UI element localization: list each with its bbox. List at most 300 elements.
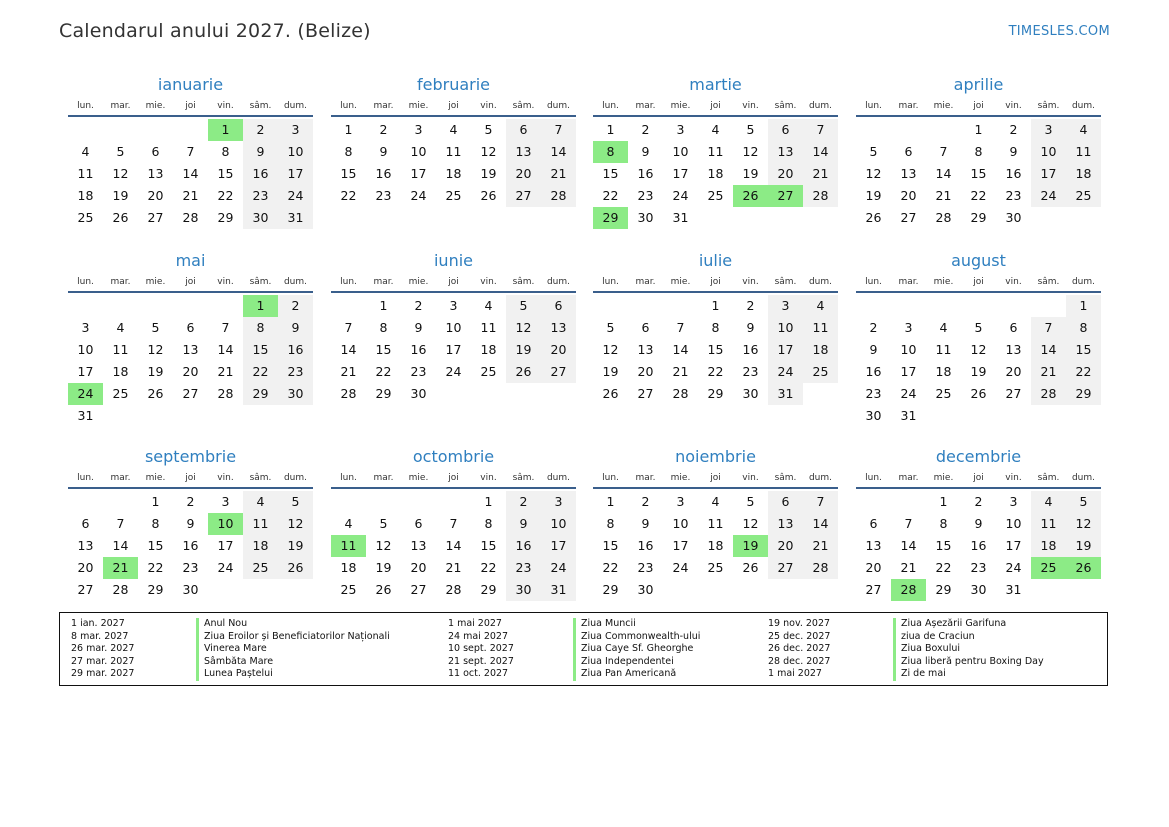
day-cell: 17 <box>445 342 462 357</box>
weekday-label: sâm. <box>512 101 535 111</box>
empty-cell <box>856 491 891 513</box>
day-cell: 13 <box>900 166 917 181</box>
day-cell: 20 <box>768 535 803 557</box>
day-cell: 17 <box>900 364 917 379</box>
day-cell: 6 <box>1009 320 1018 335</box>
weekday-label: sâm. <box>249 101 272 111</box>
holiday-date: 26 dec. 2027 <box>768 643 831 655</box>
day-cell: 15 <box>602 166 619 181</box>
holiday-day-cell: 10 <box>208 513 243 535</box>
holiday-day-cell: 11 <box>331 535 366 557</box>
day-cell: 7 <box>803 119 838 141</box>
holiday-name: Ziua Eroilor și Beneficiatorilor Naționali <box>196 631 390 644</box>
day-cell: 16 <box>637 538 654 553</box>
legend-row <box>448 643 700 656</box>
day-cell: 31 <box>278 207 313 229</box>
month-name: mai <box>175 251 206 270</box>
day-cell: 3 <box>1031 119 1066 141</box>
day-cell: 9 <box>869 342 878 357</box>
weekday-label: vin. <box>742 473 759 483</box>
day-cell: 29 <box>970 210 987 225</box>
weekday-header <box>68 471 313 489</box>
weekday-label: vin. <box>480 277 497 287</box>
day-cell: 8 <box>974 144 983 159</box>
legend-row <box>71 643 390 656</box>
day-cell: 17 <box>410 166 427 181</box>
day-cell: 14 <box>445 538 462 553</box>
day-cell: 3 <box>81 320 90 335</box>
day-cell: 21 <box>541 163 576 185</box>
day-cell: 1 <box>974 122 983 137</box>
day-cell: 31 <box>77 408 94 423</box>
weekday-label: sâm. <box>774 101 797 111</box>
day-cell: 18 <box>77 188 94 203</box>
empty-cell <box>173 295 208 317</box>
holiday-day-cell: 26 <box>733 185 768 207</box>
weekday-label: lun. <box>865 277 882 287</box>
day-cell: 9 <box>1009 144 1018 159</box>
legend-row <box>71 656 390 669</box>
day-cell: 20 <box>900 188 917 203</box>
weekday-label: dum. <box>546 473 571 483</box>
day-cell: 1 <box>484 494 493 509</box>
weekday-label: vin. <box>1005 473 1022 483</box>
day-cell: 22 <box>480 560 497 575</box>
empty-cell <box>926 295 961 317</box>
day-cell: 15 <box>707 342 724 357</box>
empty-cell <box>593 295 628 317</box>
day-cell: 12 <box>375 538 392 553</box>
weekday-label: joi <box>710 101 721 111</box>
month-name: februarie <box>416 75 491 94</box>
empty-cell <box>103 491 138 513</box>
day-cell: 14 <box>541 141 576 163</box>
weekday-label: lun. <box>865 101 882 111</box>
legend-row <box>71 631 390 644</box>
day-cell: 14 <box>803 141 838 163</box>
holiday-name: Lunea Paștelui <box>196 668 273 681</box>
day-cell: 6 <box>768 119 803 141</box>
holiday-date: 19 nov. 2027 <box>768 618 831 629</box>
day-cell: 6 <box>81 516 90 531</box>
legend-column <box>71 618 390 681</box>
legend-row <box>448 668 700 681</box>
day-cell: 16 <box>506 535 541 557</box>
day-cell: 12 <box>112 166 129 181</box>
day-cell: 4 <box>711 122 720 137</box>
weekday-label: dum. <box>283 473 308 483</box>
day-cell: 12 <box>278 513 313 535</box>
day-cell: 7 <box>344 320 353 335</box>
day-cell: 4 <box>449 122 458 137</box>
day-cell: 12 <box>1066 513 1101 535</box>
weekday-label: joi <box>185 473 196 483</box>
weekday-label: joi <box>448 473 459 483</box>
day-cell: 23 <box>637 188 654 203</box>
month-septembrie <box>68 447 313 601</box>
day-cell: 14 <box>803 513 838 535</box>
month-ianuarie <box>68 75 313 229</box>
legend-row <box>448 656 700 669</box>
day-cell: 3 <box>768 295 803 317</box>
day-cell: 20 <box>768 163 803 185</box>
weekday-label: mie. <box>670 473 691 483</box>
day-cell: 28 <box>803 185 838 207</box>
day-cell: 28 <box>935 210 952 225</box>
day-cell: 9 <box>379 144 388 159</box>
weekday-label: joi <box>710 277 721 287</box>
day-cell: 15 <box>1066 339 1101 361</box>
day-cell: 10 <box>672 516 689 531</box>
day-cell: 17 <box>672 166 689 181</box>
empty-cell <box>401 491 436 513</box>
weekday-label: mie. <box>145 277 166 287</box>
day-cell: 23 <box>375 188 392 203</box>
day-cell: 27 <box>768 557 803 579</box>
weekday-label: sâm. <box>1037 101 1060 111</box>
day-cell: 21 <box>935 188 952 203</box>
day-cell: 26 <box>865 210 882 225</box>
weekday-label: mie. <box>408 473 429 483</box>
day-cell: 11 <box>243 513 278 535</box>
day-cell: 21 <box>182 188 199 203</box>
day-cell: 3 <box>1009 494 1018 509</box>
day-cell: 5 <box>379 516 388 531</box>
empty-cell <box>138 119 173 141</box>
legend-row <box>71 668 390 681</box>
day-cell: 11 <box>935 342 952 357</box>
empty-cell <box>961 295 996 317</box>
day-cell: 28 <box>803 557 838 579</box>
holiday-name: Ziua Așezării Garifuna <box>893 618 1006 631</box>
legend-row <box>768 656 1044 669</box>
month-name: ianuarie <box>157 75 224 94</box>
weekday-label: lun. <box>77 277 94 287</box>
day-cell: 24 <box>672 188 689 203</box>
day-cell: 4 <box>81 144 90 159</box>
weekday-label: dum. <box>546 101 571 111</box>
day-cell: 31 <box>1005 582 1022 597</box>
holiday-name: Ziua liberă pentru Boxing Day <box>893 656 1044 669</box>
day-cell: 9 <box>641 516 650 531</box>
day-cell: 2 <box>869 320 878 335</box>
day-cell: 15 <box>217 166 234 181</box>
day-cell: 17 <box>1031 163 1066 185</box>
weekday-label: mie. <box>670 101 691 111</box>
weekday-label: lun. <box>77 473 94 483</box>
day-cell: 13 <box>410 538 427 553</box>
day-cell: 22 <box>243 361 278 383</box>
weekday-label: vin. <box>217 277 234 287</box>
weekday-header <box>68 275 313 293</box>
day-cell: 2 <box>641 494 650 509</box>
day-cell: 1 <box>711 298 720 313</box>
holiday-name: ziua de Craciun <box>893 631 975 644</box>
day-cell: 13 <box>768 513 803 535</box>
day-cell: 21 <box>340 364 357 379</box>
weekday-header <box>68 99 313 117</box>
day-cell: 26 <box>147 386 164 401</box>
day-cell: 18 <box>340 560 357 575</box>
day-cell: 16 <box>410 342 427 357</box>
day-cell: 19 <box>480 166 497 181</box>
empty-cell <box>1031 295 1066 317</box>
day-cell: 26 <box>278 557 313 579</box>
day-cell: 17 <box>1005 538 1022 553</box>
day-cell: 25 <box>707 560 724 575</box>
empty-cell <box>173 119 208 141</box>
day-cell: 27 <box>1005 386 1022 401</box>
empty-cell <box>68 491 103 513</box>
day-cell: 9 <box>243 141 278 163</box>
day-cell: 5 <box>278 491 313 513</box>
day-cell: 8 <box>243 317 278 339</box>
day-cell: 20 <box>182 364 199 379</box>
day-cell: 2 <box>746 298 755 313</box>
day-cell: 7 <box>541 119 576 141</box>
weekday-label: lun. <box>340 473 357 483</box>
day-cell: 31 <box>541 579 576 601</box>
day-cell: 14 <box>217 342 234 357</box>
day-cell: 30 <box>243 207 278 229</box>
day-cell: 23 <box>182 560 199 575</box>
day-cell: 7 <box>904 516 913 531</box>
weekday-label: vin. <box>217 101 234 111</box>
month-decembrie <box>856 447 1101 601</box>
day-cell: 16 <box>637 166 654 181</box>
day-cell: 31 <box>900 408 917 423</box>
day-cell: 13 <box>768 141 803 163</box>
day-cell: 23 <box>278 361 313 383</box>
day-cell: 19 <box>147 364 164 379</box>
day-cell: 2 <box>243 119 278 141</box>
holiday-date: 10 sept. 2027 <box>448 643 514 655</box>
day-grid <box>593 491 838 601</box>
day-cell: 22 <box>1066 361 1101 383</box>
holiday-date: 1 mai 2027 <box>448 618 502 629</box>
weekday-label: mar. <box>373 277 394 287</box>
day-cell: 10 <box>410 144 427 159</box>
day-cell: 6 <box>541 295 576 317</box>
day-cell: 29 <box>602 582 619 597</box>
empty-cell <box>436 491 471 513</box>
day-cell: 24 <box>900 386 917 401</box>
day-cell: 25 <box>803 361 838 383</box>
day-cell: 16 <box>243 163 278 185</box>
day-cell: 29 <box>480 582 497 597</box>
day-cell: 18 <box>1066 163 1101 185</box>
month-noiembrie <box>593 447 838 601</box>
empty-cell <box>663 295 698 317</box>
day-cell: 15 <box>935 538 952 553</box>
day-cell: 18 <box>1031 535 1066 557</box>
day-cell: 9 <box>186 516 195 531</box>
weekday-label: dum. <box>808 277 833 287</box>
day-cell: 10 <box>768 317 803 339</box>
month-name: iulie <box>698 251 733 270</box>
weekday-label: joi <box>710 473 721 483</box>
month-name: noiembrie <box>675 447 756 466</box>
day-cell: 13 <box>147 166 164 181</box>
day-cell: 5 <box>506 295 541 317</box>
day-cell: 23 <box>1005 188 1022 203</box>
day-cell: 21 <box>217 364 234 379</box>
day-cell: 3 <box>449 298 458 313</box>
weekday-label: vin. <box>480 473 497 483</box>
day-cell: 22 <box>602 560 619 575</box>
weekday-label: lun. <box>602 101 619 111</box>
weekday-label: dum. <box>283 101 308 111</box>
day-cell: 14 <box>112 538 129 553</box>
weekday-label: vin. <box>1005 101 1022 111</box>
day-cell: 9 <box>506 513 541 535</box>
weekday-label: joi <box>185 101 196 111</box>
legend-row <box>71 618 390 631</box>
day-cell: 30 <box>637 582 654 597</box>
day-cell: 18 <box>112 364 129 379</box>
day-cell: 13 <box>77 538 94 553</box>
day-cell: 5 <box>746 494 755 509</box>
day-cell: 30 <box>637 210 654 225</box>
day-cell: 25 <box>77 210 94 225</box>
day-cell: 3 <box>278 119 313 141</box>
day-cell: 13 <box>182 342 199 357</box>
month-mai <box>68 251 313 427</box>
day-cell: 23 <box>970 560 987 575</box>
day-cell: 16 <box>375 166 392 181</box>
day-cell: 30 <box>506 579 541 601</box>
weekday-label: sâm. <box>774 473 797 483</box>
day-cell: 24 <box>541 557 576 579</box>
empty-cell <box>331 491 366 513</box>
day-cell: 14 <box>340 342 357 357</box>
day-cell: 25 <box>707 188 724 203</box>
weekday-label: dum. <box>1071 277 1096 287</box>
month-name: august <box>951 251 1006 270</box>
day-cell: 29 <box>147 582 164 597</box>
weekday-label: mie. <box>408 277 429 287</box>
weekday-label: mar. <box>898 101 919 111</box>
day-cell: 8 <box>379 320 388 335</box>
holiday-date: 11 oct. 2027 <box>448 668 509 680</box>
empty-cell <box>891 491 926 513</box>
day-cell: 6 <box>641 320 650 335</box>
day-cell: 11 <box>803 317 838 339</box>
empty-cell <box>103 295 138 317</box>
day-cell: 3 <box>541 491 576 513</box>
holiday-name: Ziua Caye Sf. Gheorghe <box>573 643 693 656</box>
day-cell: 2 <box>414 298 423 313</box>
day-cell: 6 <box>506 119 541 141</box>
weekday-header <box>331 471 576 489</box>
weekday-header <box>331 99 576 117</box>
day-cell: 27 <box>506 185 541 207</box>
weekday-header <box>593 99 838 117</box>
day-cell: 19 <box>375 560 392 575</box>
holiday-name: Anul Nou <box>196 618 247 631</box>
day-grid <box>68 119 313 229</box>
day-cell: 7 <box>116 516 125 531</box>
day-cell: 21 <box>803 163 838 185</box>
day-grid <box>331 119 576 207</box>
day-cell: 20 <box>147 188 164 203</box>
day-cell: 9 <box>746 320 755 335</box>
weekday-label: sâm. <box>249 473 272 483</box>
day-cell: 16 <box>970 538 987 553</box>
day-cell: 23 <box>506 557 541 579</box>
month-name: octombrie <box>412 447 495 466</box>
day-cell: 30 <box>182 582 199 597</box>
weekday-label: mie. <box>933 277 954 287</box>
day-cell: 10 <box>77 342 94 357</box>
day-cell: 29 <box>935 582 952 597</box>
day-cell: 19 <box>506 339 541 361</box>
weekday-label: lun. <box>77 101 94 111</box>
day-cell: 3 <box>904 320 913 335</box>
day-cell: 20 <box>1005 364 1022 379</box>
empty-cell <box>208 295 243 317</box>
day-cell: 15 <box>147 538 164 553</box>
day-cell: 23 <box>243 185 278 207</box>
day-cell: 10 <box>541 513 576 535</box>
brand-link[interactable]: TIMESLES.COM <box>1008 24 1110 39</box>
day-cell: 17 <box>672 538 689 553</box>
day-cell: 29 <box>707 386 724 401</box>
day-cell: 11 <box>480 320 497 335</box>
day-cell: 30 <box>1005 210 1022 225</box>
day-cell: 24 <box>217 560 234 575</box>
day-cell: 20 <box>637 364 654 379</box>
day-cell: 30 <box>970 582 987 597</box>
day-cell: 26 <box>602 386 619 401</box>
day-cell: 2 <box>506 491 541 513</box>
day-cell: 9 <box>414 320 423 335</box>
weekday-label: lun. <box>602 473 619 483</box>
day-cell: 8 <box>1066 317 1101 339</box>
day-cell: 28 <box>541 185 576 207</box>
day-grid <box>68 491 313 601</box>
day-cell: 21 <box>803 535 838 557</box>
day-cell: 5 <box>116 144 125 159</box>
day-cell: 8 <box>484 516 493 531</box>
holiday-date: 28 dec. 2027 <box>768 655 831 667</box>
day-cell: 3 <box>414 122 423 137</box>
day-cell: 30 <box>278 383 313 405</box>
day-cell: 11 <box>112 342 129 357</box>
month-name: aprilie <box>953 75 1004 94</box>
holiday-date: 21 sept. 2027 <box>448 655 514 667</box>
weekday-header <box>856 471 1101 489</box>
day-cell: 26 <box>970 386 987 401</box>
weekday-label: mar. <box>373 101 394 111</box>
holiday-name: Ziua Independentei <box>573 656 674 669</box>
holiday-date: 25 dec. 2027 <box>768 630 831 642</box>
day-cell: 16 <box>1005 166 1022 181</box>
day-cell: 19 <box>278 535 313 557</box>
day-cell: 14 <box>182 166 199 181</box>
day-cell: 10 <box>672 144 689 159</box>
holiday-day-cell: 19 <box>733 535 768 557</box>
weekday-label: joi <box>973 473 984 483</box>
day-cell: 9 <box>278 317 313 339</box>
day-cell: 27 <box>410 582 427 597</box>
holiday-date: 1 ian. 2027 <box>71 618 125 629</box>
weekday-label: sâm. <box>774 277 797 287</box>
holiday-name: Ziua Boxului <box>893 643 960 656</box>
day-cell: 23 <box>742 364 759 379</box>
day-cell: 1 <box>939 494 948 509</box>
day-cell: 12 <box>147 342 164 357</box>
